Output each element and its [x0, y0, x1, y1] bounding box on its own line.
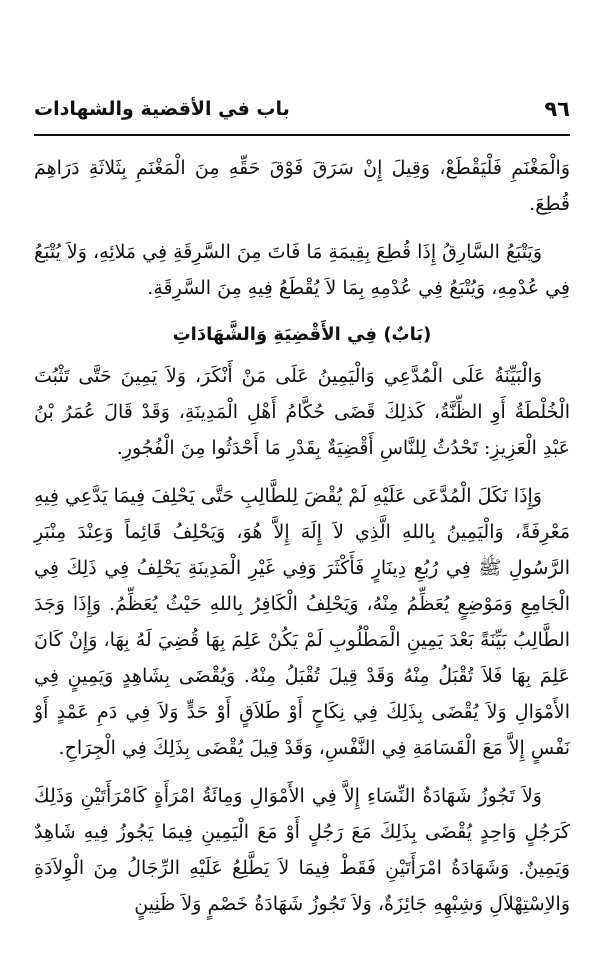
paragraph-3: وَالْبَيِّنَةُ عَلَى الْمُدَّعِي وَالْيَمِينُ عَلَى مَنْ أَنْكَرَ، وَلاَ يَمِينَ حَتَّى تَثْبُتَ الْخُلْطَةُ أَوِ الظِّنَّةُ، كَذلِكَ قَضَى حُكَّامُ أَهْلِ الْمَدِينَةِ، وَقَدْ قَالَ عُمَرُ بْنُ عَبْدِ الْعَزِيزِ: تَحْدُثُ لِلنَّاسِ أَقْضِيَةٌ بِقَدْرِ مَا أَحْدَثُوا مِنَ الْفُجُورِ.	[34, 365, 570, 459]
paragraph-2: وَيَتْبَعُ السَّارِقُ إِذَا قُطِعَ بِقِيمَةِ مَا فَاتَ مِنَ السَّرِقَةِ فِي مَلائِهِ، وَلاَ يُتْبَعُ فِي عُدْمِهِ، وَيُتْبَعُ فِي عُدْمِهِ بِمَا لاَ يُقْطَعُ فِيهِ مِنَ السَّرِقَةِ.	[34, 241, 570, 299]
chapter-heading: (بَابٌ) فِي الأَقْضِيَةِ وَالشَّهَادَاتِ	[172, 324, 432, 345]
running-title: باب في الأقضية والشهادات	[34, 98, 290, 120]
paragraph-4: وَإِذَا نَكَلَ الْمُدَّعَى عَلَيْهِ لَمْ يُقْضَ لِلطَّالِبِ حَتَّى يَحْلِفَ فِيمَا يَدَّعِي فِيهِ مَعْرِفَةً، وَالْيَمِينُ بِاللهِ الَّذِي لاَ إِلَهَ إِلاَّ هُوَ، وَيَحْلِفُ قَائِماً وَعِنْدَ مِنْبَرِ الرَّسُولِ ﷺ فِي رُبُعِ دِينَارٍ فَأَكْثَرَ وَفِي غَيْرِ الْمَدِينَةِ يَحْلِفُ فِي ذَلِكَ فِي الْجَامِعِ وَمَوْضِعٍ يُعَظِّمُ مِنْهُ، وَيَحْلِفُ الْكَافِرُ بِاللهِ حَيْثُ يُعَظِّمُ. وَإِذَا وَجَدَ الطَّالِبُ بَيِّنَةً بَعْدَ يَمِينِ الْمَطْلُوبِ لَمْ يَكُنْ عَلِمَ بِهَا قُضِيَ لَهُ بِهَا، وَإِنْ كَانَ عَلِمَ بِهَا فَلاَ تُقْبَلُ مِنْهُ وَقَدْ قِيلَ تُقْبَلُ مِنْهُ. وَيُقْضَى بِشَاهِدٍ وَيَمِينٍ فِي الأَمْوَالِ وَلاَ يُقْضَى بِذَلِكَ فِي نِكَاحٍ أَوْ طَلاَقٍ أَوْ حَدٍّ وَلاَ فِي دَمِ عَمْدٍ أَوْ نَفْسٍ إِلاَّ مَعَ الْقَسَامَةِ فِي النَّفْسِ، وَقَدْ قِيلَ يُقْضَى بِذَلِكَ فِي الْجِرَاحِ.	[34, 485, 570, 759]
page-body	[34, 150, 570, 934]
page-header	[34, 92, 570, 126]
page-number: ٩٦	[544, 97, 570, 121]
header-divider	[34, 134, 570, 136]
paragraph-1: وَالْمَغْنَمِ فَلْيَقْطَعْ، وَقِيلَ إِنْ سَرَقَ فَوْقَ حَقِّهِ مِنَ الْمَغْنَمِ بِثَلاثَةِ دَرَاهِمَ قُطِعَ.	[34, 157, 570, 215]
paragraph-5: وَلاَ تَجُوزُ شَهَادَةُ النِّسَاءِ إِلاَّ فِي الأَمْوَالِ وَمِائَةُ امْرَأَةٍ كَامْرَأَتَيْنِ وَذَلِكَ كَرَجُلٍ وَاحِدٍ يُقْضَى بِذَلِكَ مَعَ رَجُلٍ أَوْ مَعَ الْيَمِينِ فِيمَا يَجُوزُ فِيهِ شَاهِدٌ وَيَمِينٌ. وَشَهَادَةُ امْرَأَتَيْنِ فَقَطْ فِيمَا لاَ يَطَّلِعُ عَلَيْهِ الرِّجَالُ مِنَ الْوِلاَدَةِ وَالاِسْتِهْلاَلِ وَشِبْهِهِ جَائِزَةٌ، وَلاَ تَجُوزُ شَهَادَةُ خَصْمٍ وَلاَ ظَنِينٍ	[34, 785, 570, 915]
